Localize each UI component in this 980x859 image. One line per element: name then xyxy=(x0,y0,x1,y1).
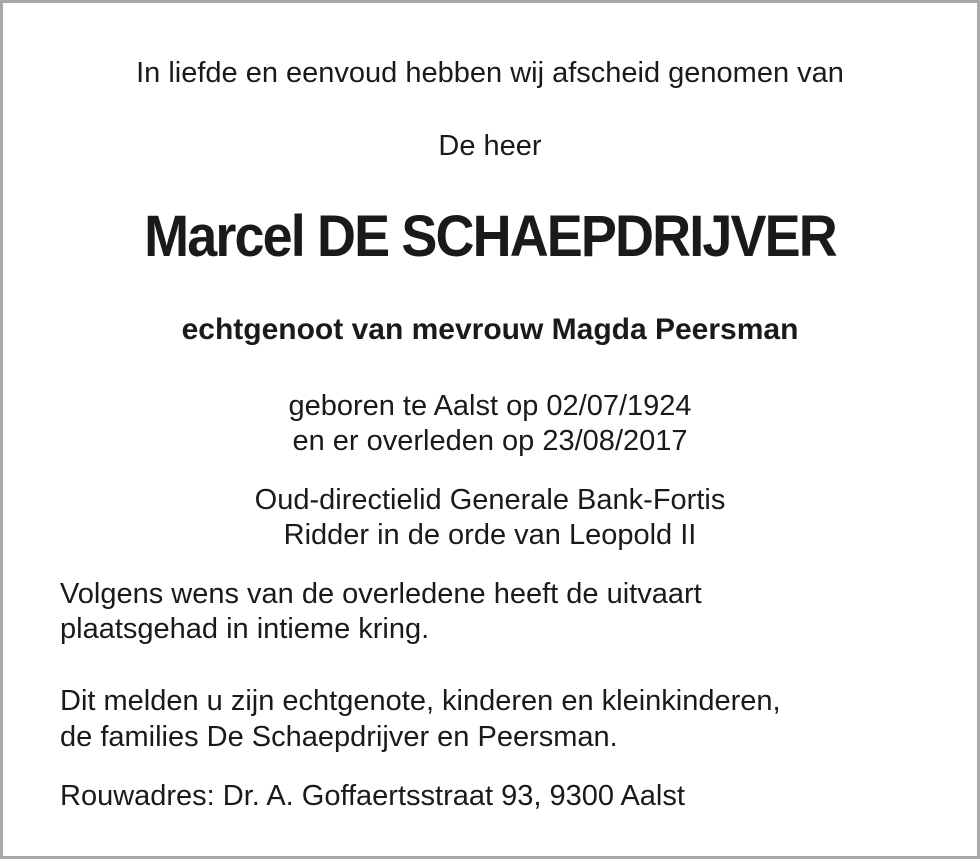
salutation: De heer xyxy=(438,130,542,162)
funeral-text-line-2: plaatsgehad in intieme kring. xyxy=(60,613,430,645)
role-line: Oud-directielid Generale Bank-Fortis xyxy=(254,484,726,516)
announcers-line-1: Dit melden u zijn echtgenote, kinderen en kleinkinderen, xyxy=(60,685,781,717)
honor-line: Ridder in de orde van Leopold II xyxy=(283,519,697,551)
intro-text: In liefde en eenvoud hebben wij afscheid genomen van xyxy=(136,57,844,89)
deceased-name: Marcel DE SCHAEPDRIJVER xyxy=(144,204,836,269)
mourning-address: Rouwadres: Dr. A. Goffaertsstraat 93, 9300 Aalst xyxy=(60,780,685,812)
announcers-line-2: de families De Schaepdrijver en Peersman. xyxy=(60,721,618,753)
birth-line: geboren te Aalst op 02/07/1924 xyxy=(288,390,692,422)
spouse-line: echtgenoot van mevrouw Magda Peersman xyxy=(181,313,799,346)
death-line: en er overleden op 23/08/2017 xyxy=(292,425,688,457)
funeral-text-line-1: Volgens wens van de overledene heeft de uitvaart xyxy=(60,578,702,610)
